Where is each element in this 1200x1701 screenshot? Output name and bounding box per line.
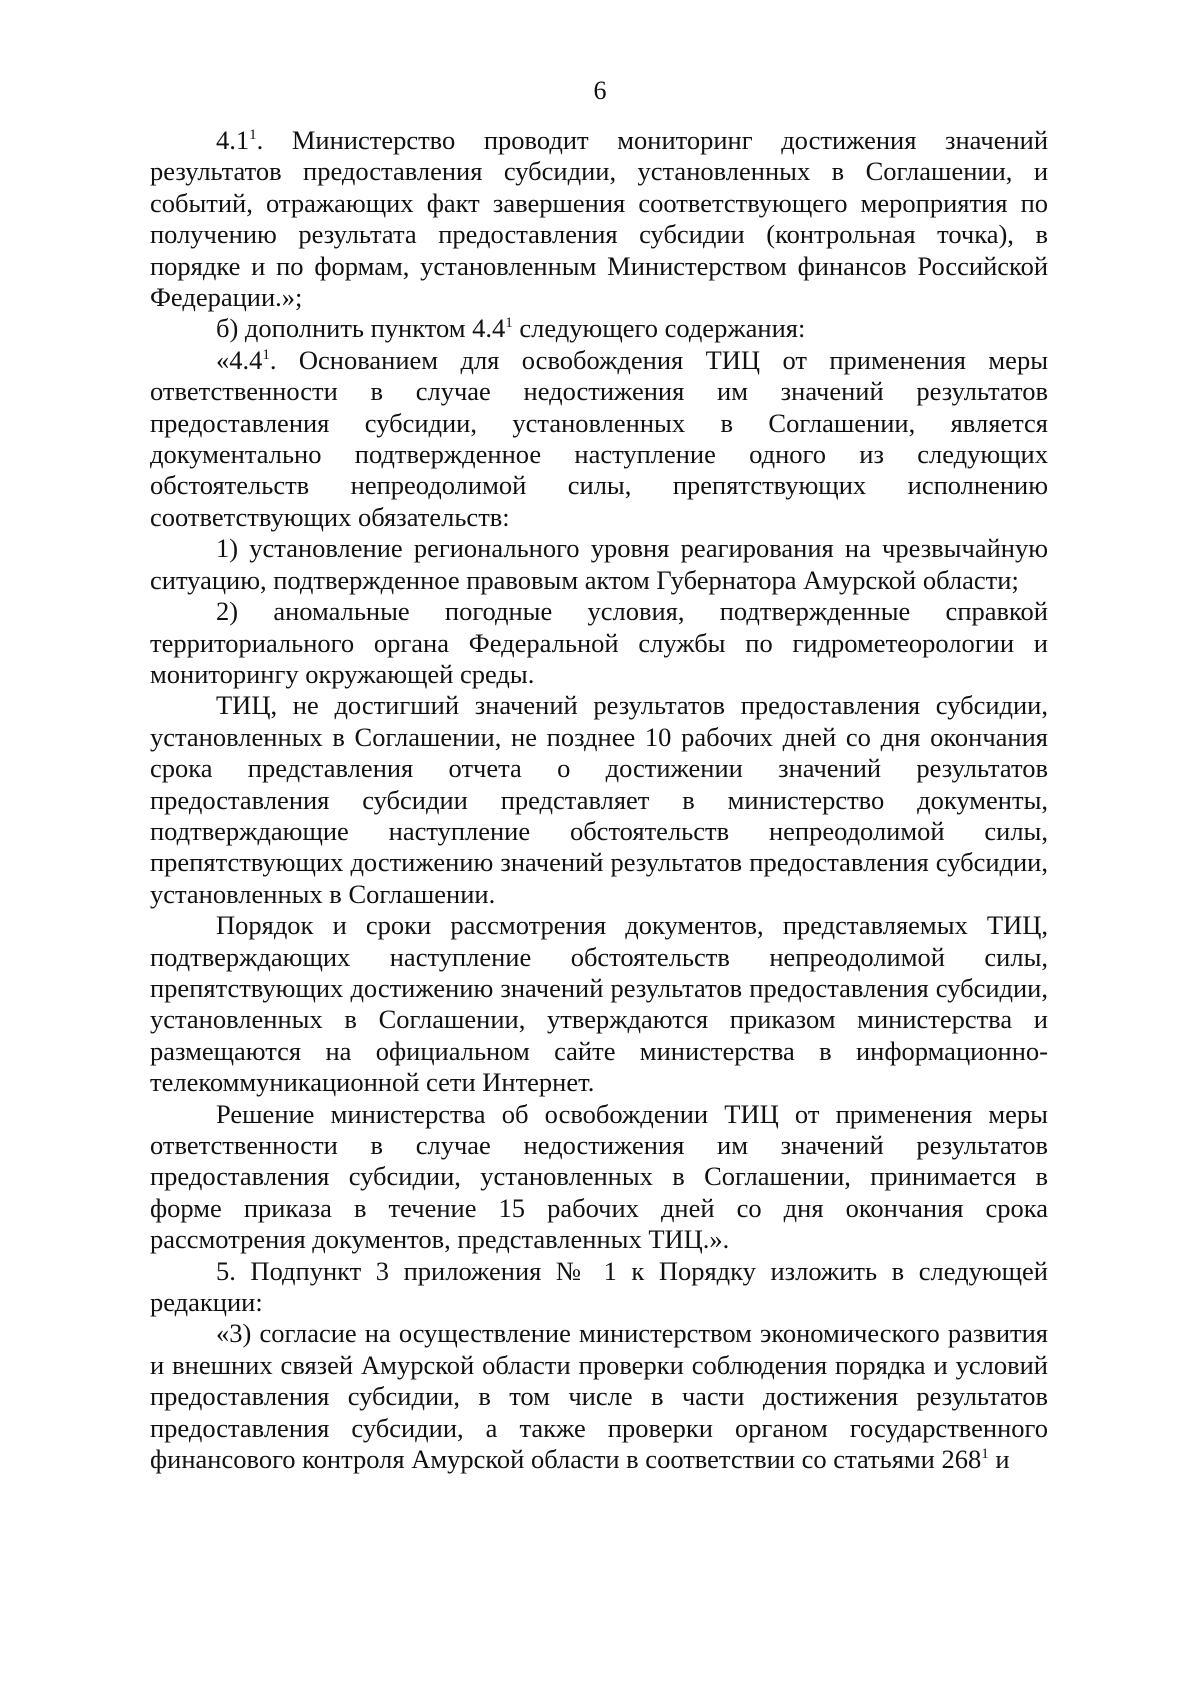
paragraph-p1 [150, 533, 1048, 596]
text-run: и [988, 1444, 1010, 1475]
text-run: следующего содержания: [512, 313, 806, 344]
paragraph-p3 [150, 1318, 1048, 1475]
superscript: 1 [249, 127, 257, 144]
paragraph-p-decision [150, 1099, 1048, 1256]
document-body [150, 125, 1048, 1475]
text-run: Решение министерства об освобождении ТИЦ от применения меры ответственности в случае недостижения им значений результатов предоставления субсидии, установленных в Соглашении, принимается в форме приказа в течение 15 рабочих дней со дня окончания срока рассмотрения документов, представленных ТИЦ.». [150, 1098, 1048, 1255]
text-run: «3) согласие на осуществление министерством экономического развития и внешних связей Амурской области проверки соблюдения порядка и условий предоставления субсидии, в том числе в части достижения результатов предоставления субсидии, а также проверки органом государственного финансового контроля Амурской области в соответствии со статьями 268 [150, 1318, 1048, 1475]
text-run: «4.4 [216, 344, 263, 375]
text-run: . Министерство проводит мониторинг достижения значений результатов предоставления субсидии, установленных в Соглашении, и событий, отражающих факт завершения соответствующего мероприятия по получению результата предоставления субсидии (контрольная точка), в порядке и по формам, установленным Министерством финансов Российской Федерации.»; [150, 125, 1048, 313]
paragraph-p2 [150, 596, 1048, 690]
text-run: 5. Подпункт 3 приложения № 1 к Порядку изложить в следующей редакции: [150, 1255, 1048, 1318]
paragraph-p-tic [150, 690, 1048, 910]
page-number: 6 [593, 76, 607, 105]
paragraph-p-order [150, 910, 1048, 1098]
text-run: ТИЦ, не достигший значений результатов предоставления субсидии, установленных в Соглашении, не позднее 10 рабочих дней со дня окончания срока представления отчета о достижении значений результатов предоставления субсидии представляет в министерство документы, подтверждающие наступление обстоятельств непреодолимой силы, препятствующих достижению значений результатов предоставления субсидии, установленных в Соглашении. [150, 690, 1048, 909]
text-run: 4.1 [216, 125, 250, 155]
superscript: 1 [505, 315, 513, 332]
text-run: 2) аномальные погодные условия, подтвержденные справкой территориального органа Федеральной службы по гидрометеорологии и мониторингу окружающей среды. [150, 596, 1048, 689]
superscript: 1 [262, 347, 270, 364]
text-run: б) дополнить пунктом 4.4 [216, 313, 506, 344]
paragraph-p41-1 [150, 125, 1048, 313]
text-run: Порядок и сроки рассмотрения документов, представляемых ТИЦ, подтверждающих наступление обстоятельств непреодолимой силы, препятствующих достижению значений результатов предоставления субсидии, установленных в Соглашении, утверждаются приказом министерства и размещаются на официальном сайте министерства в информационно-телекоммуникационной сети Интернет. [150, 910, 1048, 1098]
text-run: 1) установление регионального уровня реагирования на чрезвычайную ситуацию, подтвержденное правовым актом Губернатора Амурской области; [150, 533, 1048, 595]
superscript: 1 [981, 1446, 989, 1463]
paragraph-pb [150, 313, 1048, 344]
paragraph-p5 [150, 1256, 1048, 1319]
paragraph-p44-1 [150, 345, 1048, 533]
text-run: . Основанием для освобождения ТИЦ от применения меры ответственности в случае недостижения им значений результатов предоставления субсидии, установленных в Соглашении, является документально подтвержденное наступление одного из следующих обстоятельств непреодолимой силы, препятствующих исполнению соответствующих обязательств: [150, 344, 1048, 532]
